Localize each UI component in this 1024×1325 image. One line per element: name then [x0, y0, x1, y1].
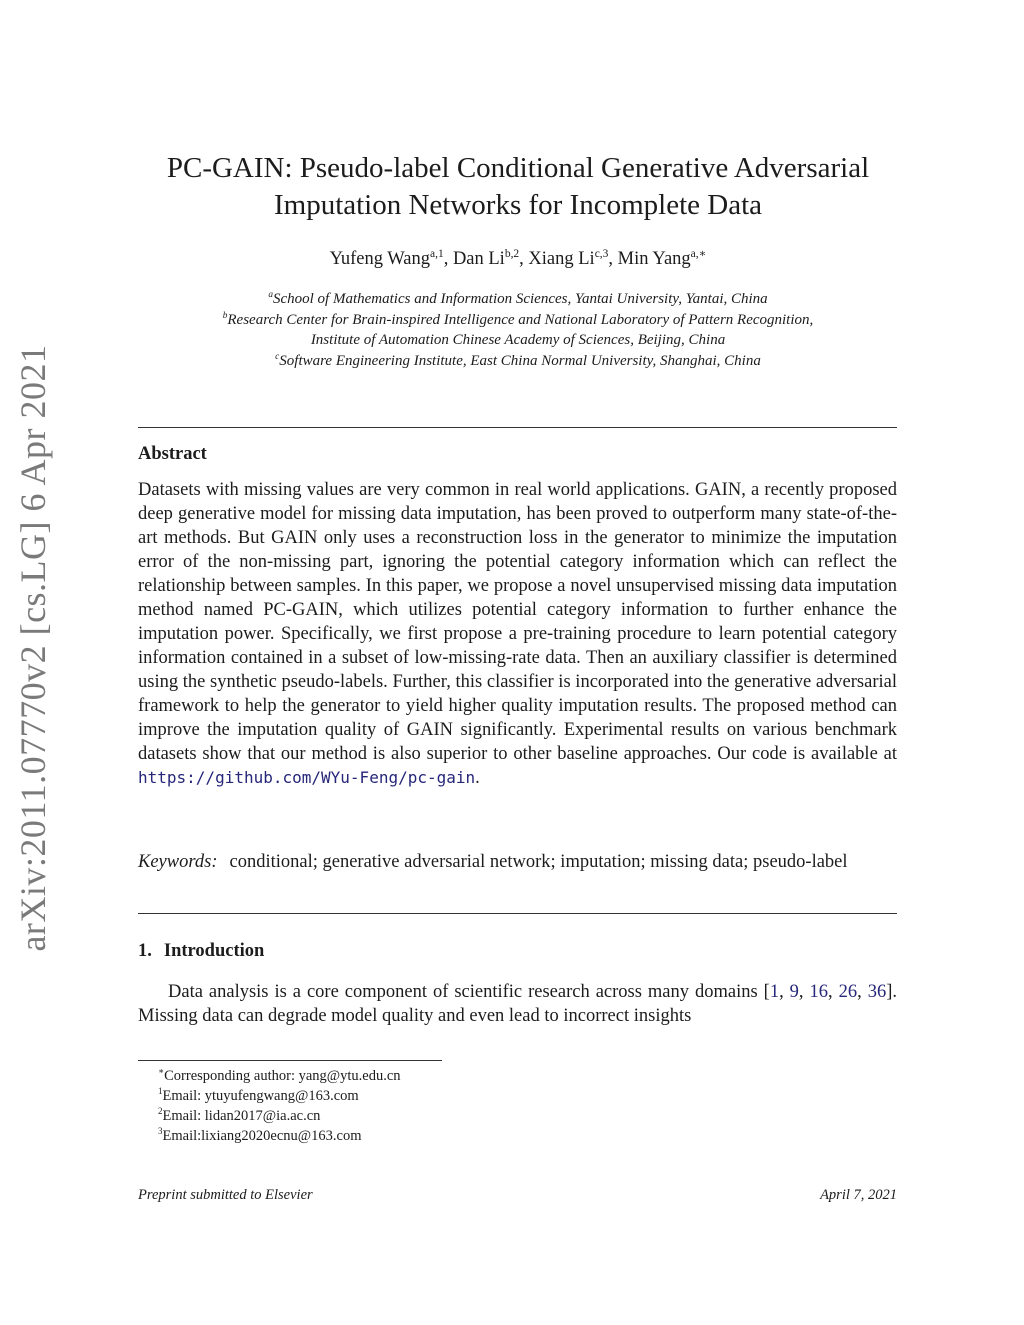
- affiliation: Institute of Automation Chinese Academy of Sciences, Beijing, China: [310, 332, 726, 348]
- affiliation: $^b$Research Center for Brain-inspired Intelligence and National Laboratory of Pattern Recognition,: [222, 310, 814, 328]
- abstract-body: Datasets with missing values are very common in real world applications. GAIN, a recently proposed deep generative model for missing data imputation, has been proved to outperform many state-of-the-art methods. But GAIN only uses a reconstruction loss in the generator to minimize the imputation error of the non-missing part, ignoring the potential category information which can reflect the relationship between samples. In this paper, we propose a novel unsupervised missing data imputation method named PC-GAIN, which utilizes potential category information to further enhance the imputation power. Specifically, we first propose a pre-training procedure to learn potential category information contained in a subset of low-missing-rate data. Then an auxiliary classifier is determined using the synthetic pseudo-labels. Further, this classifier is incorporated into the generative adversarial framework to help the generator to yield higher quality imputation results. The proposed method can improve the imputation quality of GAIN significantly. Experimental results on various benchmark datasets show that our method is also superior to other baseline approaches. Our code is available at https://github.com/WYu-Feng/pc-gain.: [138, 480, 897, 788]
- footnote: $^1$Email: ytuyufengwang@163.com: [158, 1086, 359, 1104]
- keywords-label: Keywords:: [138, 852, 218, 872]
- footer-date: April 7, 2021: [820, 1187, 897, 1203]
- title-line-2: Imputation Networks for Incomplete Data: [273, 189, 762, 221]
- affiliation: $^c$Software Engineering Institute, East China Normal University, Shanghai, China: [275, 351, 761, 369]
- footer-preprint: Preprint submitted to Elsevier: [138, 1187, 313, 1203]
- code-link[interactable]: https://github.com/WYu-Feng/pc-gain: [138, 768, 476, 787]
- citation[interactable]: 26: [838, 982, 858, 1002]
- citation[interactable]: 9: [789, 982, 799, 1002]
- author: Yufeng Wang$^{a,1}$,: [329, 247, 453, 269]
- author: Xiang Li$^{c,3}$,: [528, 247, 618, 269]
- author: Min Yang$^{a,∗}$: [617, 247, 707, 269]
- citation[interactable]: 36: [867, 982, 887, 1002]
- author-list: [140, 249, 896, 270]
- citation[interactable]: 1: [769, 982, 780, 1002]
- affiliations: [140, 289, 896, 371]
- footnote: $^2$Email: lidan2017@ia.ac.cn: [158, 1106, 321, 1124]
- arxiv-stamp: [8, 343, 58, 952]
- footnote: $^3$Email:lixiang2020ecnu@163.com: [158, 1126, 362, 1144]
- footnote: ∗Corresponding author: yang@ytu.edu.cn: [158, 1066, 401, 1084]
- citation[interactable]: 16: [809, 982, 829, 1002]
- keywords-text: conditional; generative adversarial network; imputation; missing data; pseudo-label: [229, 852, 848, 872]
- affiliation: $^a$School of Mathematics and Information Sciences, Yantai University, Yantai, China: [268, 290, 768, 307]
- abstract-heading: Abstract: [138, 444, 207, 464]
- section-heading: 1. Introduction: [138, 941, 265, 961]
- paper-title: [140, 150, 896, 224]
- intro-paragraph: Data analysis is a core component of scientific research across many domains [1, 9, 16, 26, 36]. Missing data can degrade model quality and even lead to incorrect insights: [138, 982, 898, 1026]
- footnote-rule: [138, 1060, 442, 1061]
- abstract-top-rule: [138, 427, 897, 428]
- abstract-bottom-rule: [138, 913, 897, 914]
- keywords: [138, 850, 897, 874]
- title-line-1: PC-GAIN: Pseudo-label Conditional Generative Adversarial: [166, 152, 870, 184]
- arxiv-stamp-text: arXiv:2011.07770v2 [cs.LG] 6 Apr 2021: [13, 343, 53, 952]
- author: Dan Li$^{b,2}$,: [452, 247, 529, 269]
